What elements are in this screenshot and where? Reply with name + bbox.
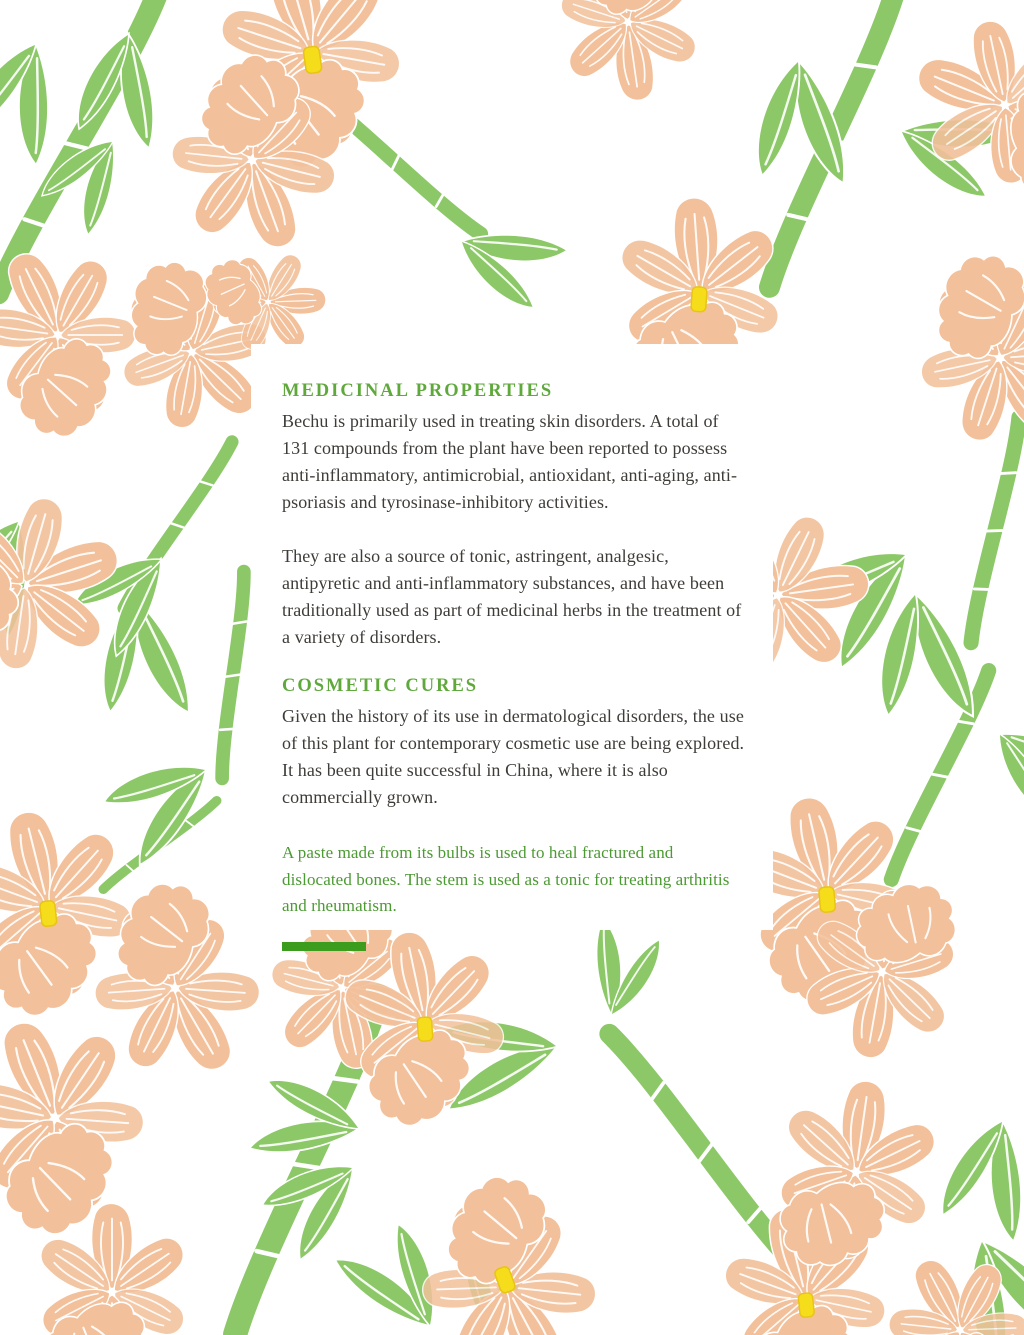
section-cosmetic-cures [282, 676, 747, 811]
divider-bar [282, 942, 366, 951]
orchid-flower [883, 0, 1024, 235]
bamboo-stem [214, 571, 251, 779]
section-heading-cosmetic-cures: COSMETIC CURES [282, 676, 479, 696]
orchid-flower [558, 0, 700, 102]
paragraph-cosmetic-1: Given the history of its use in dermatological disorders, the use of this plant for contemporary cosmetic use are being explored. It has been quite successful in China, where it is also commercially grown. [282, 706, 745, 807]
orchid-flower [872, 216, 1024, 479]
section-medicinal-properties [282, 381, 747, 651]
orchid-flower [0, 225, 167, 466]
content-panel [251, 344, 773, 930]
paragraph-medicinal-2: They are also a source of tonic, astringent, analgesic, antipyretic and anti-inflammatory substances, and have been traditionally used as part of medicinal herbs in the treatment of a variety of disorders. [282, 546, 742, 647]
section-heading-medicinal-properties: MEDICINAL PROPERTIES [282, 381, 554, 401]
paragraph-medicinal-1: Bechu is primarily used in treating skin disorders. A total of 131 compounds from the plant have been reported to possess anti-inflammatory, antimicrobial, antioxidant, anti-aging, anti-psoriasis and tyrosinase-inhibitory activities. [282, 411, 738, 512]
bamboo-stem [963, 416, 1024, 645]
callout-paragraph: A paste made from its bulbs is used to heal fractured and dislocated bones. The stem is used as a tonic for treating arthritis and rheumatism. [282, 843, 730, 915]
bamboo-leaves [919, 1096, 1024, 1252]
